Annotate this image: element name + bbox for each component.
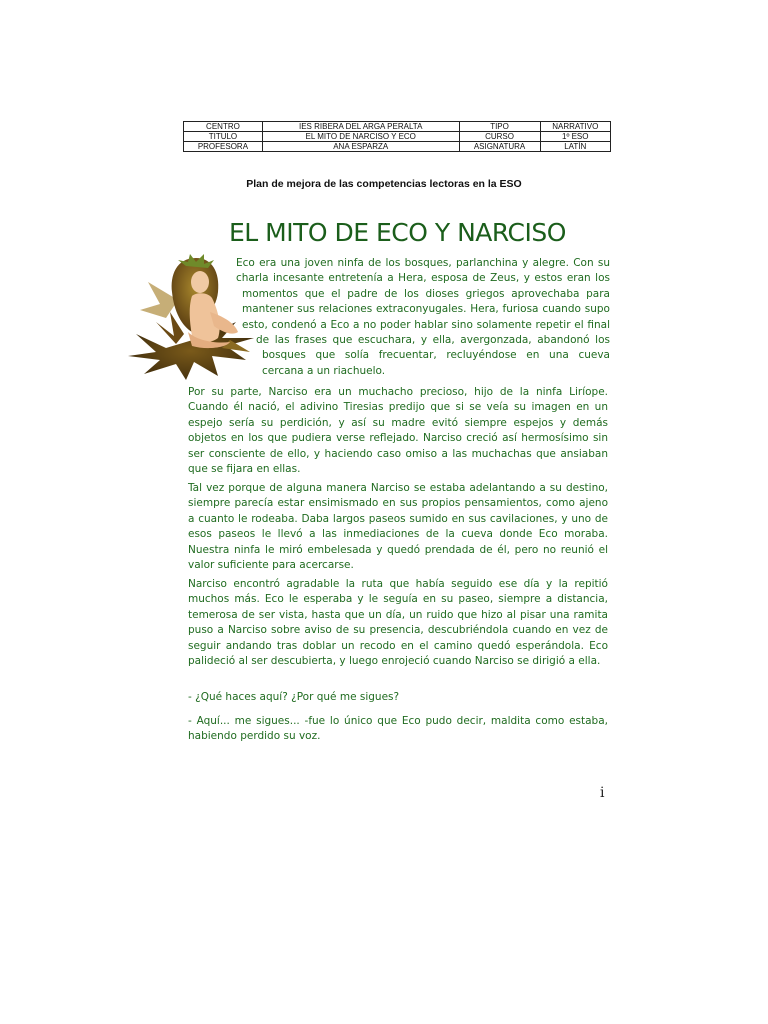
table-cell: CURSO (459, 132, 540, 142)
paragraph-narciso: Por su parte, Narciso era un muchacho precioso, hijo de la ninfa Liríope. Cuando él nació, el adivino Tiresias predijo que si se veía su imagen en un espejo sería su perdición, y así su madre evitó siempre espejos y demás objetos en los que pudiera verse reflejado. Narciso creció así hermosísimo sin ser consciente de ello, y haciendo caso omiso a las muchachas que ansiaban que se fijara en ellas. (188, 386, 608, 476)
intro-text: Eco era una joven ninfa de los bosques, parlanchina y alegre. Con su charla incesante entretenía a Hera, esposa de Zeus, y estos eran los momentos que el padre de los dioses griegos aprovechaba para mantener sus relaciones extraconyugales. Hera, furiosa cuando supo esto, condenó a Eco a no poder hablar sino solamente repetir el final de las frases que escuchara, y ella, avergonzada, abandonó los bosques que solía frecuentar, recluyéndose en una cueva cercana a un riachuelo. (236, 257, 610, 377)
paragraph-destino: Tal vez porque de alguna manera Narciso se estaba adelantando a su destino, siempre parecía estar ensimismado en sus propios pensamientos, como ajeno a cuanto le rodeaba. Daba largos paseos sumido en sus cavilaciones, y uno de esos paseos le llevó a las inmediaciones de la cueva donde Eco moraba. Nuestra ninfa le miró embelesada y quedó prendada de él, pero no reunió el valor suficiente para acercarse. (188, 482, 608, 572)
table-cell: LATÍN (540, 142, 610, 152)
float-spacer (126, 256, 236, 272)
float-spacer (126, 288, 242, 304)
float-spacer (126, 320, 242, 336)
table-cell: CENTRO (184, 122, 263, 132)
table-cell: PROFESORA (184, 142, 263, 152)
float-spacer (126, 304, 238, 320)
table-cell: NARRATIVO (540, 122, 610, 132)
header-table (183, 121, 611, 152)
table-cell: TIPO (459, 122, 540, 132)
float-spacer (126, 352, 262, 368)
dialogue-line: - Aquí... me sigues... -fue lo único que Eco pudo decir, maldita como estaba, habiendo perdido su voz. (188, 715, 608, 743)
table-row (184, 142, 611, 152)
plan-heading: Plan de mejora de las competencias lectoras en la ESO (246, 178, 522, 190)
dialogue-line: - ¿Qué haces aquí? ¿Por qué me sigues? (188, 691, 400, 703)
page-title: EL MITO DE ECO Y NARCISO (229, 218, 566, 247)
paragraph-encuentro: Narciso encontró agradable la ruta que había seguido ese día y la repitió muchos más. Eco le esperaba y le seguía en su paseo, siempre a distancia, temerosa de ser vista, hasta que un día, un ruido que hizo al pisar una ramita puso a Narciso sobre aviso de su presencia, descubriéndola cuando en vez de seguir andando tras doblar un recodo en el camino quedó esperándola. Eco palideció al ser descubierta, y luego enrojeció cuando Narciso se dirigió a ella. (188, 578, 608, 668)
page-number: i (600, 785, 605, 801)
table-cell: IES RIBERA DEL ARGA PERALTA (262, 122, 459, 132)
float-spacer (126, 368, 252, 384)
table-cell: ASIGNATURA (459, 142, 540, 152)
table-row (184, 122, 611, 132)
intro-paragraph (126, 256, 610, 384)
float-spacer (126, 336, 256, 352)
table-cell: 1º ESO (540, 132, 610, 142)
table-row (184, 132, 611, 142)
table-cell: TITULO (184, 132, 263, 142)
table-cell: ANA ESPARZA (262, 142, 459, 152)
float-spacer (126, 272, 234, 288)
table-cell: EL MITO DE NARCISO Y ECO (262, 132, 459, 142)
